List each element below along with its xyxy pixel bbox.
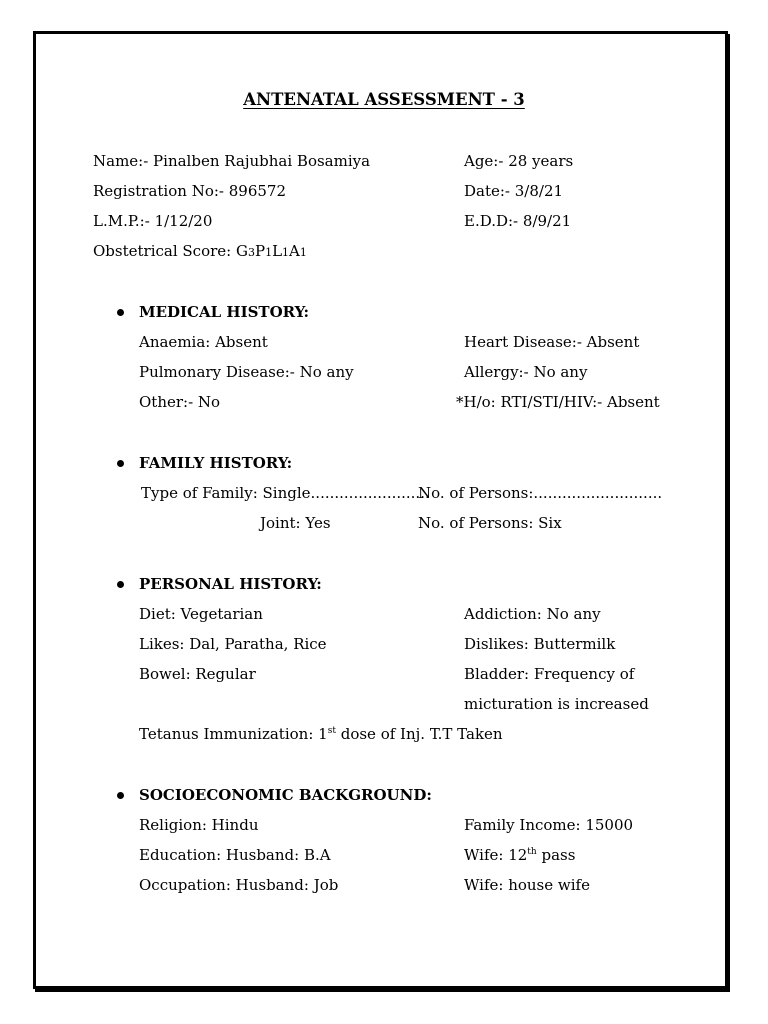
obstetrical-score-label: Obstetrical Score: bbox=[93, 242, 236, 260]
addiction: Addiction: No any bbox=[464, 605, 601, 623]
tetanus-text-end: dose of Inj. T.T Taken bbox=[335, 725, 503, 743]
page-title: ANTENATAL ASSESSMENT - 3 bbox=[243, 90, 525, 109]
obstetrical-score-value bbox=[236, 242, 307, 260]
registration-number: Registration No:- 896572 bbox=[93, 182, 287, 200]
diet: Diet: Vegetarian bbox=[139, 605, 263, 623]
tetanus-ordinal: st bbox=[327, 726, 336, 736]
obstetrical-score-letter: P bbox=[254, 242, 266, 260]
bowel: Bowel: Regular bbox=[139, 665, 256, 683]
husband-occupation: Occupation: Husband: Job bbox=[139, 876, 339, 894]
patient-name: Name:- Pinalben Rajubhai Bosamiya bbox=[93, 152, 371, 170]
page-border bbox=[33, 31, 728, 989]
rti-sti-hiv-status: *H/o: RTI/STI/HIV:- Absent bbox=[456, 393, 660, 411]
obstetrical-score-number: 3 bbox=[247, 246, 255, 259]
obstetrical-score-letter: L bbox=[272, 242, 283, 260]
patient-age: Age:- 28 years bbox=[464, 152, 574, 170]
wife-occupation: Wife: house wife bbox=[464, 876, 590, 894]
assessment-date: Date:- 3/8/21 bbox=[464, 182, 564, 200]
obstetrical-score-letter: G bbox=[235, 242, 248, 260]
bullet-icon bbox=[117, 309, 124, 316]
pulmonary-disease-status: Pulmonary Disease:- No any bbox=[139, 363, 354, 381]
persons-single: No. of Persons:........................... bbox=[418, 484, 663, 502]
likes: Likes: Dal, Paratha, Rice bbox=[139, 635, 327, 653]
tetanus-immunization bbox=[139, 725, 503, 743]
wife-education bbox=[464, 846, 575, 864]
bullet-icon bbox=[117, 581, 124, 588]
bullet-icon bbox=[117, 460, 124, 467]
family-income: Family Income: 15000 bbox=[464, 816, 634, 834]
family-type-single: Type of Family: Single......................... bbox=[141, 484, 430, 502]
wife-education-text: Wife: 12 bbox=[464, 846, 528, 864]
obstetrical-score-number: 1 bbox=[282, 246, 290, 259]
other-history: Other:- No bbox=[139, 393, 221, 411]
personal-history-heading: PERSONAL HISTORY: bbox=[139, 575, 322, 593]
obstetrical-score-letter: A bbox=[289, 242, 300, 260]
wife-education-ordinal: th bbox=[527, 847, 537, 857]
bladder-line-1: Bladder: Frequency of bbox=[464, 665, 635, 683]
obstetrical-score bbox=[93, 242, 307, 262]
family-type-joint: Joint: Yes bbox=[260, 514, 331, 532]
bullet-icon bbox=[117, 792, 124, 799]
allergy-status: Allergy:- No any bbox=[464, 363, 588, 381]
medical-history-heading: MEDICAL HISTORY: bbox=[139, 303, 310, 321]
edd-date: E.D.D:- 8/9/21 bbox=[464, 212, 572, 230]
wife-education-text-end: pass bbox=[536, 846, 576, 864]
husband-education: Education: Husband: B.A bbox=[139, 846, 331, 864]
socioeconomic-heading: SOCIOECONOMIC BACKGROUND: bbox=[139, 786, 432, 804]
heart-disease-status: Heart Disease:- Absent bbox=[464, 333, 640, 351]
anaemia-status: Anaemia: Absent bbox=[139, 333, 268, 351]
religion: Religion: Hindu bbox=[139, 816, 259, 834]
dislikes: Dislikes: Buttermilk bbox=[464, 635, 616, 653]
bladder-line-2: micturation is increased bbox=[464, 695, 649, 713]
obstetrical-score-number: 1 bbox=[265, 246, 273, 259]
lmp-date: L.M.P.:- 1/12/20 bbox=[93, 212, 213, 230]
tetanus-text: Tetanus Immunization: 1 bbox=[139, 725, 328, 743]
family-history-heading: FAMILY HISTORY: bbox=[139, 454, 293, 472]
obstetrical-score-number: 1 bbox=[299, 246, 307, 259]
persons-joint: No. of Persons: Six bbox=[418, 514, 562, 532]
